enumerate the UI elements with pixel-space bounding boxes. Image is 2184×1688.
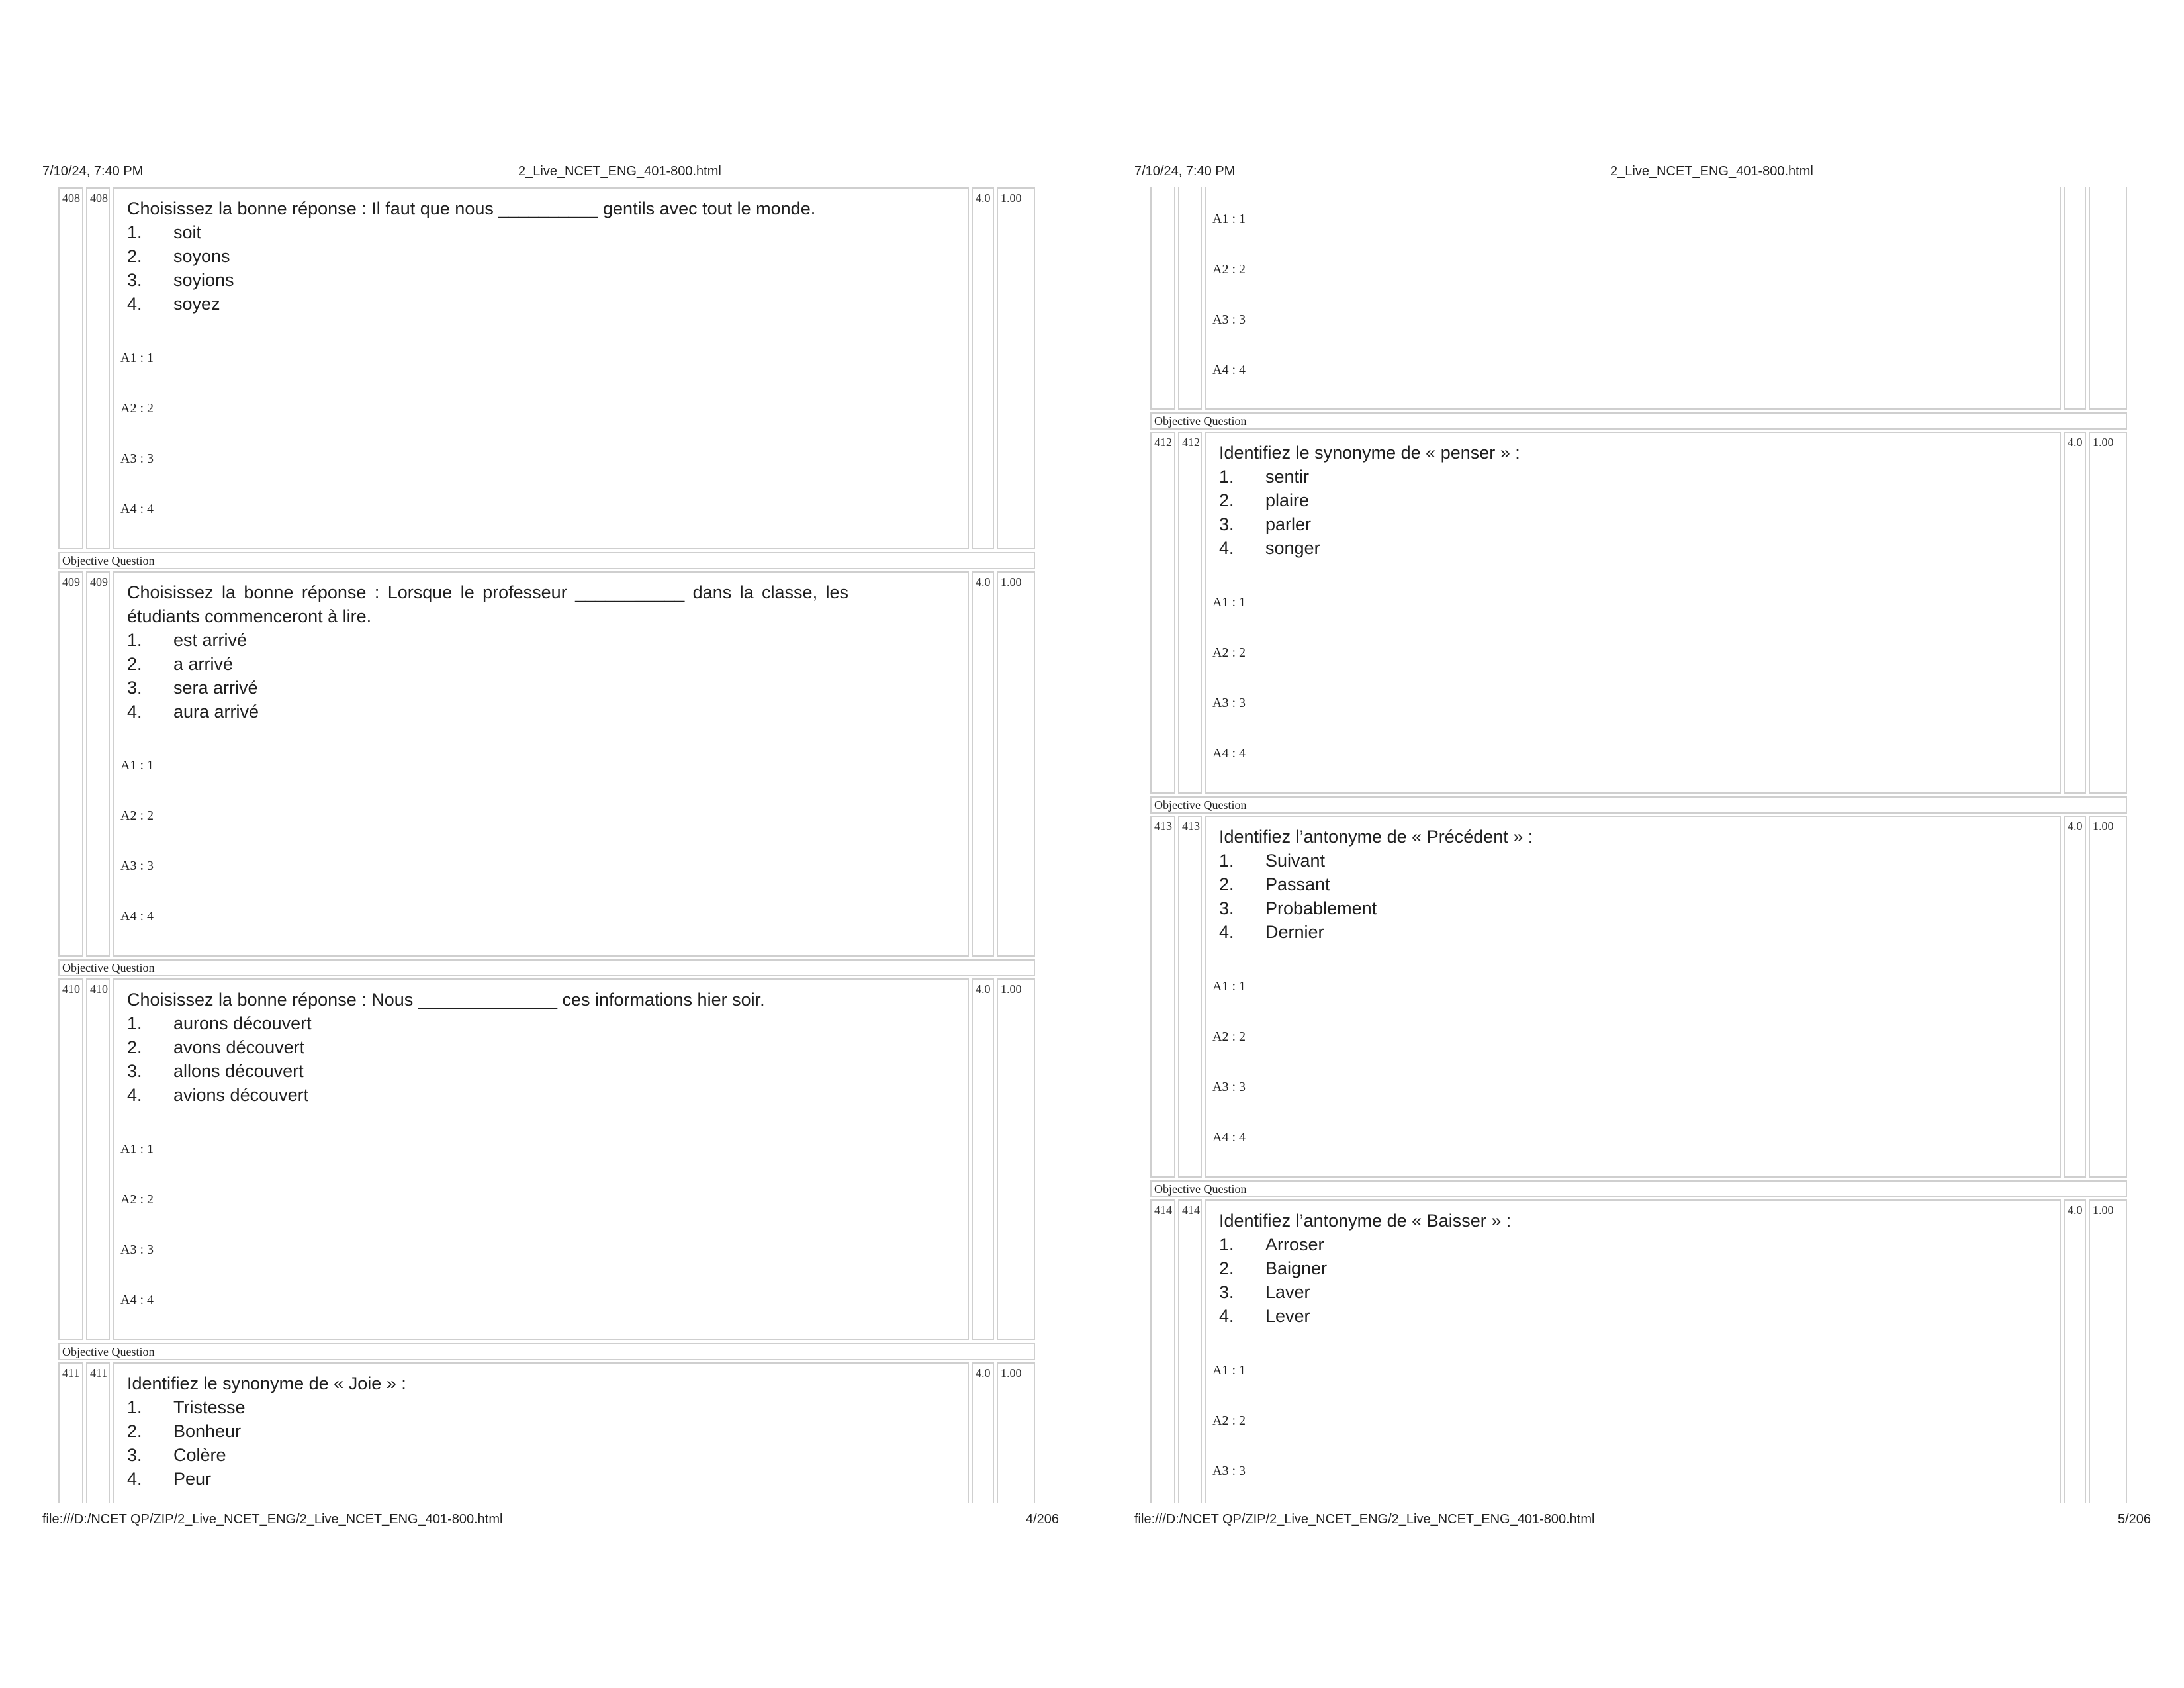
serial-number: 411 [62,1366,80,1380]
negative-marks-cell [997,978,1035,1340]
question-id-cell [1178,816,1202,1178]
negative-marks-cell [997,187,1035,549]
question-body [113,187,969,549]
answer-1: A1 : 1 [120,1142,154,1156]
option-1: 1. soit [127,222,202,242]
marks-cell [972,978,994,1340]
question-row [1150,432,2127,794]
serial-number-cell [58,978,83,1340]
footer-file-path: file:///D:/NCET QP/ZIP/2_Live_NCET_ENG/2_Live_NCET_ENG_401-800.html [42,1512,503,1526]
header-title: 2_Live_NCET_ENG_401-800.html [1610,164,1813,179]
answer-2: A2 : 2 [1212,645,1246,660]
footer-page-number: 4/206 [1025,1512,1059,1526]
option-3: 3. soyions [127,270,234,290]
answer-3: A3 : 3 [120,859,154,873]
answer-3: A3 : 3 [1212,312,1246,327]
option-2: 2. Bonheur [127,1421,242,1441]
option-3: 3. parler [1219,514,1312,534]
option-4: 4. Peur [127,1469,212,1489]
option-3: 3. Probablement [1219,898,1377,918]
option-1: 1. aurons découvert [127,1013,312,1033]
question-text: Identifiez le synonyme de « penser » : [1219,443,1520,463]
marks-value: 4.0 [976,982,991,996]
negative-marks-cell [2089,187,2127,410]
answer-3: A3 : 3 [1212,1080,1246,1094]
question-body [113,1362,969,1503]
header-title: 2_Live_NCET_ENG_401-800.html [518,164,721,179]
option-3: 3. Laver [1219,1282,1310,1302]
serial-number: 409 [62,575,80,588]
marks-cell [2064,1199,2086,1503]
question-row [1150,1199,2127,1503]
serial-number: 414 [1154,1203,1172,1217]
marks-cell [2064,187,2086,410]
question-id-cell [1178,187,1202,410]
question-text: Identifiez l’antonyme de « Baisser » : [1219,1211,1512,1231]
answer-3: A3 : 3 [1212,696,1246,710]
option-1: 1. Suivant [1219,851,1326,870]
marks-cell [972,187,994,549]
question-table [56,187,1035,1503]
option-2: 2. Passant [1219,874,1330,894]
negative-marks-value: 1.00 [2093,436,2114,449]
marks-value: 4.0 [976,191,991,205]
question-table [1148,187,2127,1503]
question-type-label: Objective Question [58,552,1035,569]
question-body [113,978,969,1340]
question-body [1205,187,2061,410]
marks-value: 4.0 [2068,820,2083,833]
answer-1: A1 : 1 [120,758,154,773]
option-4: 4. Lever [1219,1306,1310,1326]
option-2: 2. Baigner [1219,1258,1328,1278]
negative-marks-value: 1.00 [2093,820,2114,833]
question-body [113,571,969,957]
question-id: 411 [90,1366,108,1380]
header-datetime: 7/10/24, 7:40 PM [42,164,144,179]
serial-number: 410 [62,982,80,996]
question-text: Choisissez la bonne réponse : Nous ______________ ces informations hier soir. [127,990,765,1009]
question-row [58,1362,1035,1503]
option-1: 1. sentir [1219,467,1310,487]
question-id-cell [86,1362,110,1503]
option-1: 1. est arrivé [127,630,248,650]
answer-2: A2 : 2 [120,1192,154,1207]
question-id: 408 [90,191,108,205]
option-4: 4. songer [1219,538,1320,558]
serial-number: 412 [1154,436,1172,449]
header-datetime: 7/10/24, 7:40 PM [1134,164,1236,179]
negative-marks-cell [2089,432,2127,794]
question-id: 414 [1182,1203,1200,1217]
negative-marks-cell [2089,1199,2127,1503]
question-id: 409 [90,575,108,588]
serial-number-cell [58,571,83,957]
serial-number-cell [58,187,83,549]
option-1: 1. Arroser [1219,1235,1324,1254]
answer-4: A4 : 4 [120,502,154,516]
serial-number-cell [1150,816,1175,1178]
answer-1: A1 : 1 [120,351,154,365]
negative-marks-value: 1.00 [1001,1366,1022,1380]
question-row [58,978,1035,1340]
option-2: 2. a arrivé [127,654,234,674]
footer-page-number: 5/206 [2117,1512,2151,1526]
marks-cell [972,571,994,957]
serial-number-cell [1150,1199,1175,1503]
answer-2: A2 : 2 [120,808,154,823]
marks-cell [972,1362,994,1503]
negative-marks-value: 1.00 [1001,575,1022,588]
negative-marks-cell [2089,816,2127,1178]
question-text: Choisissez la bonne réponse : Lorsque le professeur ___________ dans la classe, les étudiants commenceront à lire. [127,583,848,626]
option-3: 3. sera arrivé [127,678,258,698]
question-id-cell [86,978,110,1340]
answer-2: A2 : 2 [120,401,154,416]
question-body [1205,816,2061,1178]
answer-2: A2 : 2 [1212,1413,1246,1428]
answer-1: A1 : 1 [1212,979,1246,994]
answer-1: A1 : 1 [1212,212,1246,226]
negative-marks-value: 1.00 [2093,1203,2114,1217]
marks-cell [2064,816,2086,1178]
answer-2: A2 : 2 [1212,262,1246,277]
answer-4: A4 : 4 [1212,363,1246,377]
question-id-cell [1178,432,1202,794]
answer-4: A4 : 4 [120,909,154,923]
marks-value: 4.0 [2068,436,2083,449]
question-text: Identifiez l’antonyme de « Précédent » : [1219,827,1533,847]
option-2: 2. avons découvert [127,1037,305,1057]
marks-value: 4.0 [2068,1203,2083,1217]
answer-3: A3 : 3 [1212,1464,1246,1478]
question-body [1205,1199,2061,1503]
page-right [1092,0,2184,1688]
option-3: 3. Colère [127,1445,226,1465]
option-2: 2. soyons [127,246,230,266]
question-type-label: Objective Question [58,1343,1035,1360]
question-type-label: Objective Question [1150,412,2127,430]
question-row [58,187,1035,549]
question-id-cell [1178,1199,1202,1503]
serial-number-cell [1150,432,1175,794]
serial-number-cell [1150,187,1175,410]
option-4: 4. avions découvert [127,1085,309,1105]
question-type-label: Objective Question [1150,796,2127,814]
serial-number-cell [58,1362,83,1503]
option-2: 2. plaire [1219,491,1310,510]
question-text: Choisissez la bonne réponse : Il faut que nous __________ gentils avec tout le monde. [127,199,816,218]
question-row [58,571,1035,957]
question-row [1150,816,2127,1178]
option-4: 4. Dernier [1219,922,1324,942]
question-id: 412 [1182,436,1200,449]
question-id: 410 [90,982,108,996]
answer-3: A3 : 3 [120,451,154,466]
footer-file-path: file:///D:/NCET QP/ZIP/2_Live_NCET_ENG/2_Live_NCET_ENG_401-800.html [1134,1512,1595,1526]
answer-3: A3 : 3 [120,1243,154,1257]
marks-value: 4.0 [976,575,991,588]
negative-marks-cell [997,1362,1035,1503]
question-id: 413 [1182,820,1200,833]
question-id-cell [86,571,110,957]
answer-1: A1 : 1 [1212,595,1246,610]
question-body [1205,432,2061,794]
option-3: 3. allons découvert [127,1061,304,1081]
question-type-label: Objective Question [1150,1180,2127,1197]
negative-marks-value: 1.00 [1001,982,1022,996]
question-id-cell [86,187,110,549]
negative-marks-value: 1.00 [1001,191,1022,205]
option-4: 4. soyez [127,294,220,314]
answer-2: A2 : 2 [1212,1029,1246,1044]
answer-1: A1 : 1 [1212,1363,1246,1378]
answer-4: A4 : 4 [120,1293,154,1307]
question-type-label: Objective Question [58,959,1035,976]
marks-cell [2064,432,2086,794]
question-row-continued [1150,187,2127,410]
option-1: 1. Tristesse [127,1397,246,1417]
marks-value: 4.0 [976,1366,991,1380]
negative-marks-cell [997,571,1035,957]
serial-number: 413 [1154,820,1172,833]
serial-number: 408 [62,191,80,205]
option-4: 4. aura arrivé [127,702,259,722]
answer-4: A4 : 4 [1212,1130,1246,1145]
question-text: Identifiez le synonyme de « Joie » : [127,1374,406,1393]
answer-4: A4 : 4 [1212,746,1246,761]
